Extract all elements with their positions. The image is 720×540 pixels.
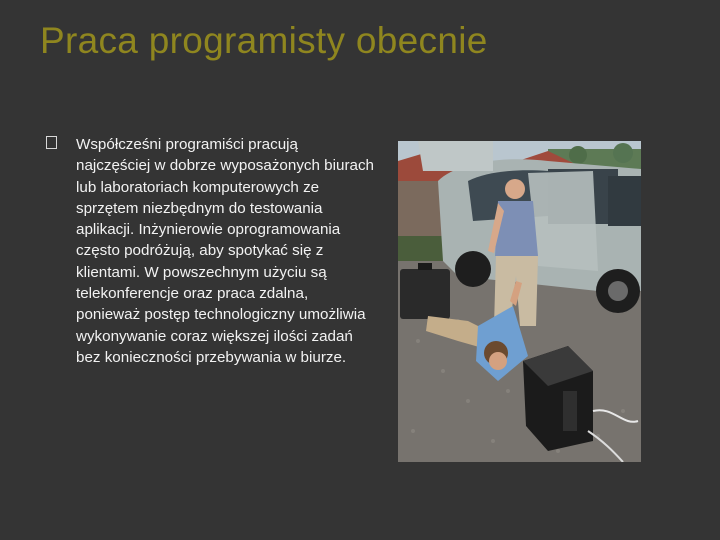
- slide-title: Praca programisty obecnie: [40, 20, 488, 61]
- photo-illustration: [398, 141, 641, 462]
- bullet-marker-icon: [46, 136, 57, 149]
- bullet-text: Współcześni programiści pracują najczęściej w dobrze wyposażonych biurach lub laboratoriach komputerowych ze sprzętem niezbędnym do testowania aplikacji. Inżynierowie oprogramowania często podróżują, aby spotykać się z klientami. W powszechnym użyciu są telekonferencje oraz praca zdalna, ponieważ postęp technologiczny umożliwia wykonywanie coraz większej ilości zadań bez konieczności przebywania w biurze.: [76, 136, 374, 366]
- photo: [398, 141, 641, 462]
